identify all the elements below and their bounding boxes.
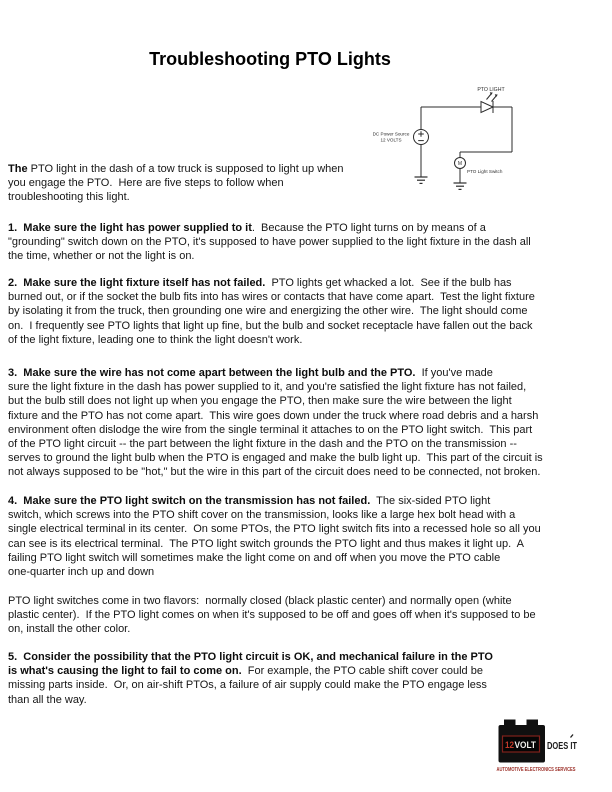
step-4-text: The six-sided PTO light switch, which screws into the PTO shift cover on the transmission, looks like a large hex bolt head with a single electrical terminal in its center. On some PTOs, the PTO light switch fits into a recessed hole so all you can see is its electrical terminal. The PTO light switch grounds the PTO light and thus makes it light up. A failing PTO light switch will sometimes make the light come on and off when you move the PTO cable one-quarter inch up and down <box>8 495 541 579</box>
step-1-text: . Because the PTO light turns on by means of a "grounding" switch down on the PTO, it's supposed to have power supplied to the light fixture in the dash all the time, whether or not the light is on. <box>8 222 531 263</box>
logo-tagline: AUTOMOTIVE ELECTRONICS SERVICES <box>496 767 576 773</box>
step-3-text: If you've made sure the light fixture in the dash has power supplied to it, and you're satisfied the light fixture has not failed, but the bulb still does not light up when you engage the PTO, then make sure the wire between the light fixture and the PTO has not come apart. This wire goes down under the truck where road debris and a harsh environment often dislodge the wire from the single terminal it attaches to on the PTO light switch. This part of the PTO light circuit -- the part between the light fixture in the dash and the PTO on the transmission -- serves to ground the light bulb when the PTO is engaged and make the bulb light up. This part of the circuit is not always supposed to be "hot," but the wire in this part of the circuit does need to be connected, not broken. <box>8 367 543 479</box>
pto-light-label: PTO LIGHT <box>477 87 505 93</box>
led-symbol <box>481 92 498 113</box>
intro-text: PTO light in the dash of a tow truck is supposed to light up when you engage the PTO. Here are five steps to follow when troubleshooting this light. <box>8 163 344 204</box>
power-source-label-line1: DC Power Source <box>372 131 410 137</box>
intro-paragraph <box>8 162 408 205</box>
intro-lead-word: The <box>8 163 28 175</box>
logo-volt-text: VOLT <box>514 739 537 751</box>
step-3-paragraph <box>8 366 608 480</box>
logo-12-text: 12 <box>505 739 514 751</box>
power-source-label-line2: 12 VOLTS <box>380 137 402 143</box>
step-4-heading: 4. Make sure the PTO light switch on the transmission has not failed. <box>8 495 371 507</box>
step-2-paragraph <box>8 276 608 347</box>
step-5-paragraph <box>8 650 608 707</box>
step-1-heading: 1. Make sure the light has power supplied to it <box>8 222 252 234</box>
page-title: Troubleshooting PTO Lights <box>149 49 391 70</box>
pto-switch-letter: M <box>457 161 463 167</box>
step-3-heading: 3. Make sure the wire has not come apart between the light bulb and the PTO. <box>8 367 416 379</box>
step-5-text: For example, the PTO cable shift cover could be missing parts inside. Or, on air-shift PTOs, a failure of air supply could make the PTO engage less than all the way. <box>8 665 487 706</box>
step-4-paragraph <box>8 494 608 579</box>
dc-power-source-symbol <box>414 130 429 145</box>
step-5-heading: 5. Consider the possibility that the PTO light circuit is OK, and mechanical failure in the PTO is what's causing the light to fail to come on. <box>8 651 493 678</box>
logo-does-it-text: DOES IT <box>547 740 578 752</box>
step-1-paragraph <box>8 221 608 264</box>
ground-symbol-left <box>415 177 428 183</box>
pto-switch-label: PTO Light Switch <box>467 169 503 174</box>
ground-symbol-right <box>454 183 467 189</box>
switch-flavors-paragraph: PTO light switches come in two flavors: normally closed (black plastic center) and normally open (white plastic center). If the PTO light comes on when it's supposed to be off and goes off when it's supposed to be on, install the other color. <box>8 595 536 636</box>
pto-switch-symbol <box>455 158 466 169</box>
company-logo <box>496 718 581 775</box>
step-2-heading: 2. Make sure the light fixture itself has not failed. <box>8 277 266 289</box>
logo-accent-mark <box>571 735 574 738</box>
step-2-text: PTO lights get whacked a lot. See if the bulb has burned out, or if the socket the bulb fits into has wires or contacts that have come apart. Test the light fixture by isolating it from the truck, then grounding one wire and energizing the other wire. The light should come on. I frequently see PTO lights that light up fine, but the bulb and socket receptacle have fallen out the back of the light fixture, leading one to think the light doesn't work. <box>8 277 535 346</box>
